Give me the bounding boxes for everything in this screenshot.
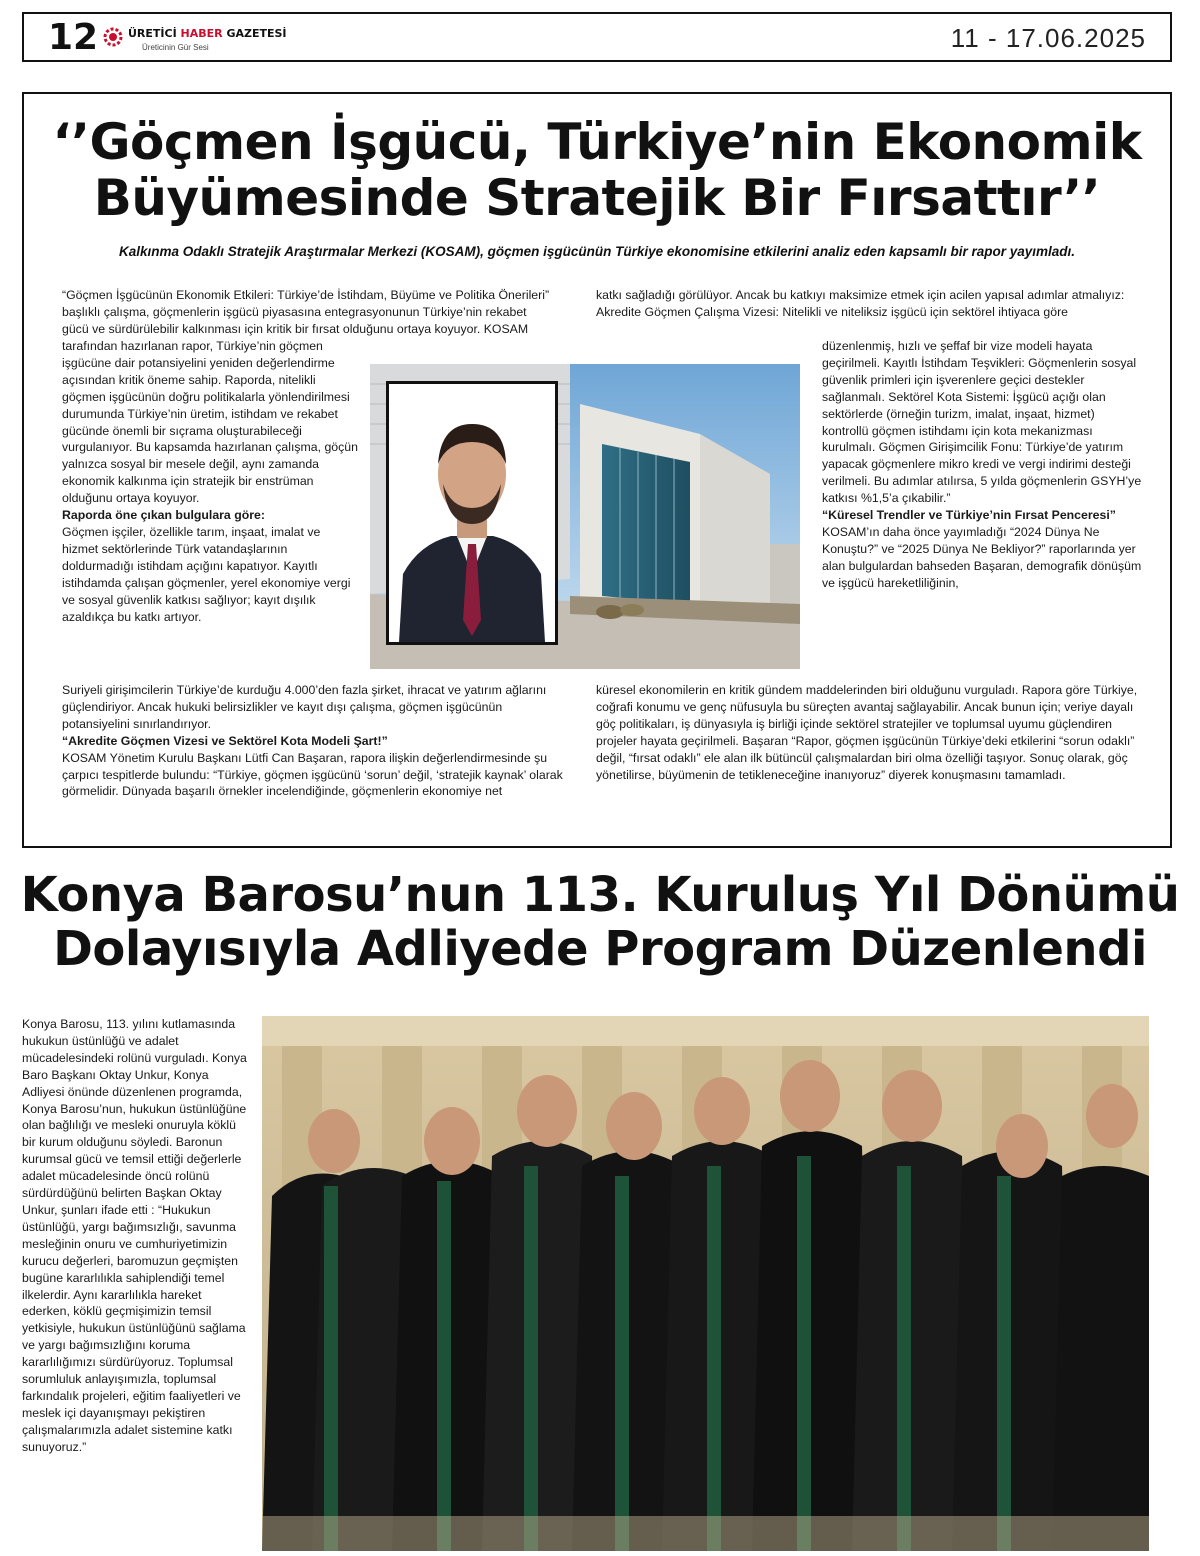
paragraph: KOSAM’ın daha önce yayımladığı “2024 Dünya Ne Konuştu?” ve “2025 Dünya Ne Bekliyor?” raporlarında yer alan bulgulardan bahseden Başaran, demografik dönüşüm ve işgücü hareketliliğinin,: [822, 524, 1142, 590]
portrait-image: [389, 384, 555, 642]
article2-headline: Konya Barosu’nun 113. Kuruluş Yıl Dönümü Dolayısıyla Adliyede Program Düzenlendi: [20, 867, 1180, 977]
right-column-narrow: [822, 338, 1142, 592]
subheading: Raporda öne çıkan bulgulara göre:: [62, 508, 265, 523]
right-column-top: [596, 287, 1136, 321]
paragraph: KOSAM Yönetim Kurulu Başkanı Lütfi Can Başaran, rapora ilişkin değerlendirmesinde şu çarpıcı tespitlerde bulundu: “Türkiye, göçmen işgücünü ‘sorun’ değil, ‘stratejik kaynak’ olarak görmelidir. Dünyada başarılı örnekler incelendiğinde, göçmenlerin ekonomiye net: [62, 750, 563, 799]
article-lead: Kalkınma Odaklı Stratejik Araştırmalar Merkezi (KOSAM), göçmen işgücünün Türkiye ekonomisine etkilerini analiz eden kapsamlı bir rapor yayımladı.: [118, 244, 1076, 259]
paragraph: katkı sağladığı görülüyor. Ancak bu katkıyı maksimize etmek için acilen yapısal adımlar atmalıyız:: [596, 288, 1125, 302]
article-headline: ‘’Göçmen İşgücü, Türkiye’nin Ekonomik Büyümesinde Stratejik Bir Fırsattır’’: [52, 113, 1142, 227]
portrait-photo: [386, 381, 558, 645]
paragraph: Göçmen işçiler, özellikle tarım, inşaat, imalat ve hizmet sektörlerinde Türk vatandaşlarının doldurmadığı istihdam açığını kapatıyor. Kayıtlı istihdamda çalışan göçmenler, yerel ekonomiye vergi ve sosyal güvenlik katkısı sağlıyor; kayıt dışılık azaldıkça bu katkı artıyor.: [62, 524, 351, 624]
paragraph: Konya Barosu, 113. yılını kutlamasında hukukun üstünlüğü ve adalet mücadelesindeki rolünü vurguladı. Konya Baro Başkanı Oktay Unkur, Konya Adliyesi önünde düzenlenen programda, Konya Barosu’nun, hukukun üstünlüğüne olan bağlılığı ve mesleki onuruyla köklü bir kurum olduğunu söyledi. Baronun kurumsal gücü ve temsil ettiği değerlerle adalet mücadelesinde öncü rolünü sürdürdüğünü belirten Başkan Oktay Unkur, şunları ifade etti : “Hukukun üstünlüğü, yargı bağımsızlığı, savunma mesleğinin onuru ve cumhuriyetimizin kurucu değerleri, baromuzun geçmişten bugüne kararlılıkla sahiplendiği temel ilkelerdir. Aynı kararlılıkla hareket ederken, köklü geçmişimizin temsil yetkisiyle, hukukun üstünlüğünü sağlama ve yargı bağımsızlığını koruma kararlılığımızı sürdürüyoruz. Toplumsal sorumluluk anlayışımızla, toplumsal farkındalık projeleri, eğitim faaliyetleri ve meslek içi dayanışmayı pekiştiren çalışmalarımızla adalet sistemine katkı sunuyoruz.”: [22, 1017, 247, 1454]
page-number: 12: [48, 17, 99, 58]
paragraph: Suriyeli girişimcilerin Türkiye’de kurduğu 4.000’den fazla şirket, ihracat ve yatırım ağlarını güçlendiriyor. Ancak hukuki belirsizlikler ve kayıt dışı çalışma, göçmen işgücünün potansiyelini sınırlandırıyor.: [62, 683, 547, 731]
subheading: “Akredite Göçmen Vizesi ve Sektörel Kota Modeli Şart!”: [62, 733, 388, 748]
paragraph: “Göçmen İşgücünün Ekonomik Etkileri: Türkiye’de İstihdam, Büyüme ve Politika Önerileri” başlıklı çalışma, göçmenlerin işgücü piyasasına entegrasyonunun Türkiye’nin rekabet gücü ve sürdürülebilir kalkınması için kritik bir fırsat olduğunu ortaya koyuyor. KOSAM: [62, 288, 550, 336]
article-kosam: [22, 92, 1172, 848]
left-column-narrow: [62, 338, 358, 625]
paragraph: Akredite Göçmen Çalışma Vizesi: Nitelikli ve niteliksiz işgücü için sektörel ihtiyaca göre: [596, 304, 1069, 319]
lawyers-group-photo: [262, 1016, 1149, 1551]
issue-date: 11 - 17.06.2025: [950, 23, 1146, 53]
paragraph: tarafından hazırlanan rapor, Türkiye’nin göçmen işgücüne dair potansiyelini yeniden değerlendirme açısından kritik öneme sahip. Raporda, nitelikli göçmen işgücünün doğru politikalarla yönlendirilmesi durumunda Türkiye’nin üretim, istihdam ve rekabet gücünde önemli bir sıçrama oluşturabileceği vurgulanıyor. Bu kapsamda hazırlanan çalışma, göçün yalnızca sosyal bir mesele değil, aynı zamanda ekonomik kalkınma için stratejik bir enstrüman olduğunu ortaya koyuyor.: [62, 339, 358, 506]
left-column-top: [62, 287, 554, 338]
subheading: “Küresel Trendler ve Türkiye’nin Fırsat Penceresi”: [822, 508, 1116, 523]
paragraph: küresel ekonomilerin en kritik gündem maddelerinden biri olduğunu vurguladı. Rapora göre Türkiye, coğrafi konumu ve genç nüfusuyla bu süreçten avantaj sağlayabilir. Ancak bunun için; veriye dayalı göç politikaları, iş dünyasıyla iş birliği içinde sektörel stratejiler ve toplumsal uyumu güçlendiren projeler hayata geçirilmeli. Başaran “Rapor, göçmen işgücünün Türkiye’deki etkilerini “sorun odaklı” değil, “fırsat odaklı” ele alan ilk bütüncül çalışmalardan biri olma özelliği taşıyor. Sonuç olarak, göç yönetilirse, büyümenin de tetikleneceğine inanıyoruz” diyerek konuşmasını tamamladı.: [596, 683, 1138, 782]
article2-body: [22, 1016, 252, 1456]
left-column-bottom: [62, 682, 572, 800]
newspaper-name: ÜRETİCİ HABER GAZETESİ: [128, 27, 287, 40]
gear-icon: [102, 26, 124, 48]
newspaper-logo: [102, 24, 287, 56]
newspaper-slogan: Üreticinin Gür Sesi: [142, 43, 209, 52]
right-column-bottom: [596, 682, 1142, 783]
page-header: [22, 12, 1172, 62]
group-image: [262, 1016, 1149, 1551]
paragraph: düzenlenmiş, hızlı ve şeffaf bir vize modeli hayata geçirilmeli. Kayıtlı İstihdam Teşvikleri: Göçmenlerin sosyal güvenlik primleri için işverenlere geçici destekler sağlanmalı. Sektörel Kota Sistemi: İşgücü açığı olan sektörlerde (örneğin turizm, imalat, inşaat, hizmet) kontrollü göçmen istihdamı için kota mekanizması kurulmalı. Göçmen Girişimcilik Fonu: Türkiye’de yatırım yapacak göçmenlere mikro kredi ve vergi indirimi desteği verilmeli. Bu adımlar atılırsa, 5 yılda göçmenlerin GSYH’ye katkısı %1,5’a çıkabilir.”: [822, 339, 1142, 506]
